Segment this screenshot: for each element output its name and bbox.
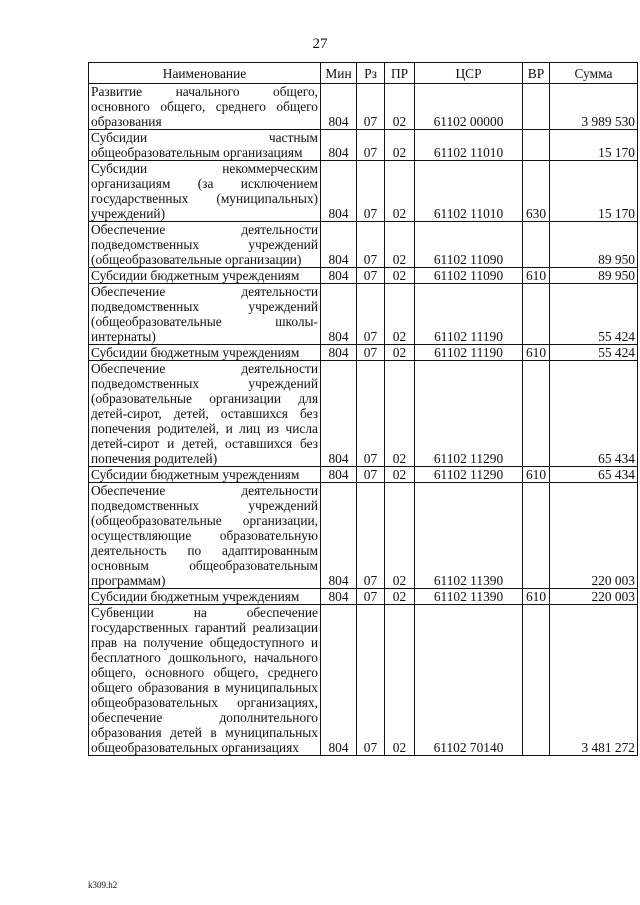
cell-sum: 89 950 bbox=[550, 222, 638, 268]
header-rz: Рз bbox=[357, 63, 385, 84]
cell-rz: 07 bbox=[357, 161, 385, 222]
cell-rz: 07 bbox=[357, 467, 385, 483]
cell-vr bbox=[523, 130, 550, 161]
cell-min: 804 bbox=[321, 589, 357, 605]
table-row bbox=[89, 84, 638, 130]
cell-sum: 3 989 530 bbox=[550, 84, 638, 130]
cell-rz: 07 bbox=[357, 361, 385, 467]
cell-sum: 15 170 bbox=[550, 161, 638, 222]
cell-name: Субсидии бюджетным учреждениям bbox=[89, 268, 321, 284]
cell-name: Субсидии частным общеобразовательным организациям bbox=[89, 130, 321, 161]
cell-name: Субсидии бюджетным учреждениям bbox=[89, 467, 321, 483]
cell-rz: 07 bbox=[357, 589, 385, 605]
cell-vr bbox=[523, 483, 550, 589]
cell-vr bbox=[523, 361, 550, 467]
table-row bbox=[89, 222, 638, 268]
cell-name: Субсидии некоммерческим организациям (за исключением государственных (муниципальных) учреждений) bbox=[89, 161, 321, 222]
cell-pr: 02 bbox=[385, 589, 415, 605]
cell-vr bbox=[523, 84, 550, 130]
cell-min: 804 bbox=[321, 161, 357, 222]
cell-name: Субвенции на обеспечение государственных гарантий реализации прав на получение общедоступного и бесплатного дошкольного, начального общего, основного общего, среднего общего образования в муниципальных общеобразовательных организациях, обеспечение дополнительного образования детей в муниципальных общеобразовательных организациях bbox=[89, 605, 321, 756]
cell-name: Развитие начального общего, основного общего, среднего общего образования bbox=[89, 84, 321, 130]
cell-sum: 89 950 bbox=[550, 268, 638, 284]
table-row bbox=[89, 161, 638, 222]
table-row bbox=[89, 130, 638, 161]
cell-csr: 61102 11190 bbox=[415, 345, 523, 361]
cell-rz: 07 bbox=[357, 284, 385, 345]
cell-sum: 65 434 bbox=[550, 467, 638, 483]
header-min: Мин bbox=[321, 63, 357, 84]
table-row bbox=[89, 605, 638, 756]
cell-vr bbox=[523, 222, 550, 268]
cell-min: 804 bbox=[321, 284, 357, 345]
cell-rz: 07 bbox=[357, 345, 385, 361]
cell-csr: 61102 70140 bbox=[415, 605, 523, 756]
table-header-row bbox=[89, 63, 638, 84]
cell-pr: 02 bbox=[385, 605, 415, 756]
budget-table bbox=[88, 62, 638, 756]
cell-csr: 61102 11290 bbox=[415, 467, 523, 483]
cell-pr: 02 bbox=[385, 222, 415, 268]
header-csr: ЦСР bbox=[415, 63, 523, 84]
table-row bbox=[89, 268, 638, 284]
header-vr: ВР bbox=[523, 63, 550, 84]
cell-csr: 61102 11390 bbox=[415, 589, 523, 605]
cell-pr: 02 bbox=[385, 84, 415, 130]
cell-rz: 07 bbox=[357, 268, 385, 284]
cell-csr: 61102 00000 bbox=[415, 84, 523, 130]
cell-pr: 02 bbox=[385, 161, 415, 222]
cell-rz: 07 bbox=[357, 605, 385, 756]
cell-pr: 02 bbox=[385, 361, 415, 467]
table-row bbox=[89, 483, 638, 589]
cell-csr: 61102 11290 bbox=[415, 361, 523, 467]
cell-csr: 61102 11190 bbox=[415, 284, 523, 345]
cell-min: 804 bbox=[321, 268, 357, 284]
cell-pr: 02 bbox=[385, 284, 415, 345]
cell-csr: 61102 11010 bbox=[415, 161, 523, 222]
cell-name: Обеспечение деятельности подведомственных учреждений (общеобразовательные организации) bbox=[89, 222, 321, 268]
cell-pr: 02 bbox=[385, 483, 415, 589]
cell-sum: 65 434 bbox=[550, 361, 638, 467]
cell-name: Субсидии бюджетным учреждениям bbox=[89, 589, 321, 605]
cell-vr bbox=[523, 605, 550, 756]
cell-vr: 610 bbox=[523, 589, 550, 605]
cell-sum: 15 170 bbox=[550, 130, 638, 161]
cell-min: 804 bbox=[321, 605, 357, 756]
cell-sum: 220 003 bbox=[550, 483, 638, 589]
cell-name: Субсидии бюджетным учреждениям bbox=[89, 345, 321, 361]
cell-min: 804 bbox=[321, 467, 357, 483]
table-row bbox=[89, 467, 638, 483]
cell-vr: 610 bbox=[523, 467, 550, 483]
table-row bbox=[89, 345, 638, 361]
cell-min: 804 bbox=[321, 130, 357, 161]
footer-code: k309.h2 bbox=[88, 880, 118, 890]
cell-vr: 610 bbox=[523, 268, 550, 284]
cell-rz: 07 bbox=[357, 84, 385, 130]
cell-name: Обеспечение деятельности подведомственных учреждений (образовательные организации для детей-сирот, детей, оставшихся без попечения родителей, и лиц из числа детей-сирот и детей, оставшихся без попечения родителей) bbox=[89, 361, 321, 467]
cell-pr: 02 bbox=[385, 345, 415, 361]
cell-rz: 07 bbox=[357, 483, 385, 589]
header-name: Наименование bbox=[89, 63, 321, 84]
cell-min: 804 bbox=[321, 222, 357, 268]
cell-name: Обеспечение деятельности подведомственных учреждений (общеобразовательные школы-интернаты) bbox=[89, 284, 321, 345]
cell-vr bbox=[523, 284, 550, 345]
cell-vr: 630 bbox=[523, 161, 550, 222]
cell-sum: 220 003 bbox=[550, 589, 638, 605]
cell-csr: 61102 11090 bbox=[415, 222, 523, 268]
table-row bbox=[89, 589, 638, 605]
cell-min: 804 bbox=[321, 483, 357, 589]
header-sum: Сумма bbox=[550, 63, 638, 84]
cell-pr: 02 bbox=[385, 268, 415, 284]
header-pr: ПР bbox=[385, 63, 415, 84]
cell-min: 804 bbox=[321, 361, 357, 467]
table-row bbox=[89, 361, 638, 467]
cell-pr: 02 bbox=[385, 130, 415, 161]
cell-rz: 07 bbox=[357, 222, 385, 268]
page-number: 27 bbox=[312, 36, 328, 52]
cell-min: 804 bbox=[321, 84, 357, 130]
cell-sum: 55 424 bbox=[550, 284, 638, 345]
cell-name: Обеспечение деятельности подведомственных учреждений (общеобразовательные организации, осуществляющие образовательную деятельность по адаптированным основным общеобразовательным программам) bbox=[89, 483, 321, 589]
cell-pr: 02 bbox=[385, 467, 415, 483]
cell-csr: 61102 11010 bbox=[415, 130, 523, 161]
cell-rz: 07 bbox=[357, 130, 385, 161]
cell-min: 804 bbox=[321, 345, 357, 361]
cell-vr: 610 bbox=[523, 345, 550, 361]
cell-csr: 61102 11390 bbox=[415, 483, 523, 589]
cell-sum: 55 424 bbox=[550, 345, 638, 361]
table-row bbox=[89, 284, 638, 345]
cell-sum: 3 481 272 bbox=[550, 605, 638, 756]
cell-csr: 61102 11090 bbox=[415, 268, 523, 284]
